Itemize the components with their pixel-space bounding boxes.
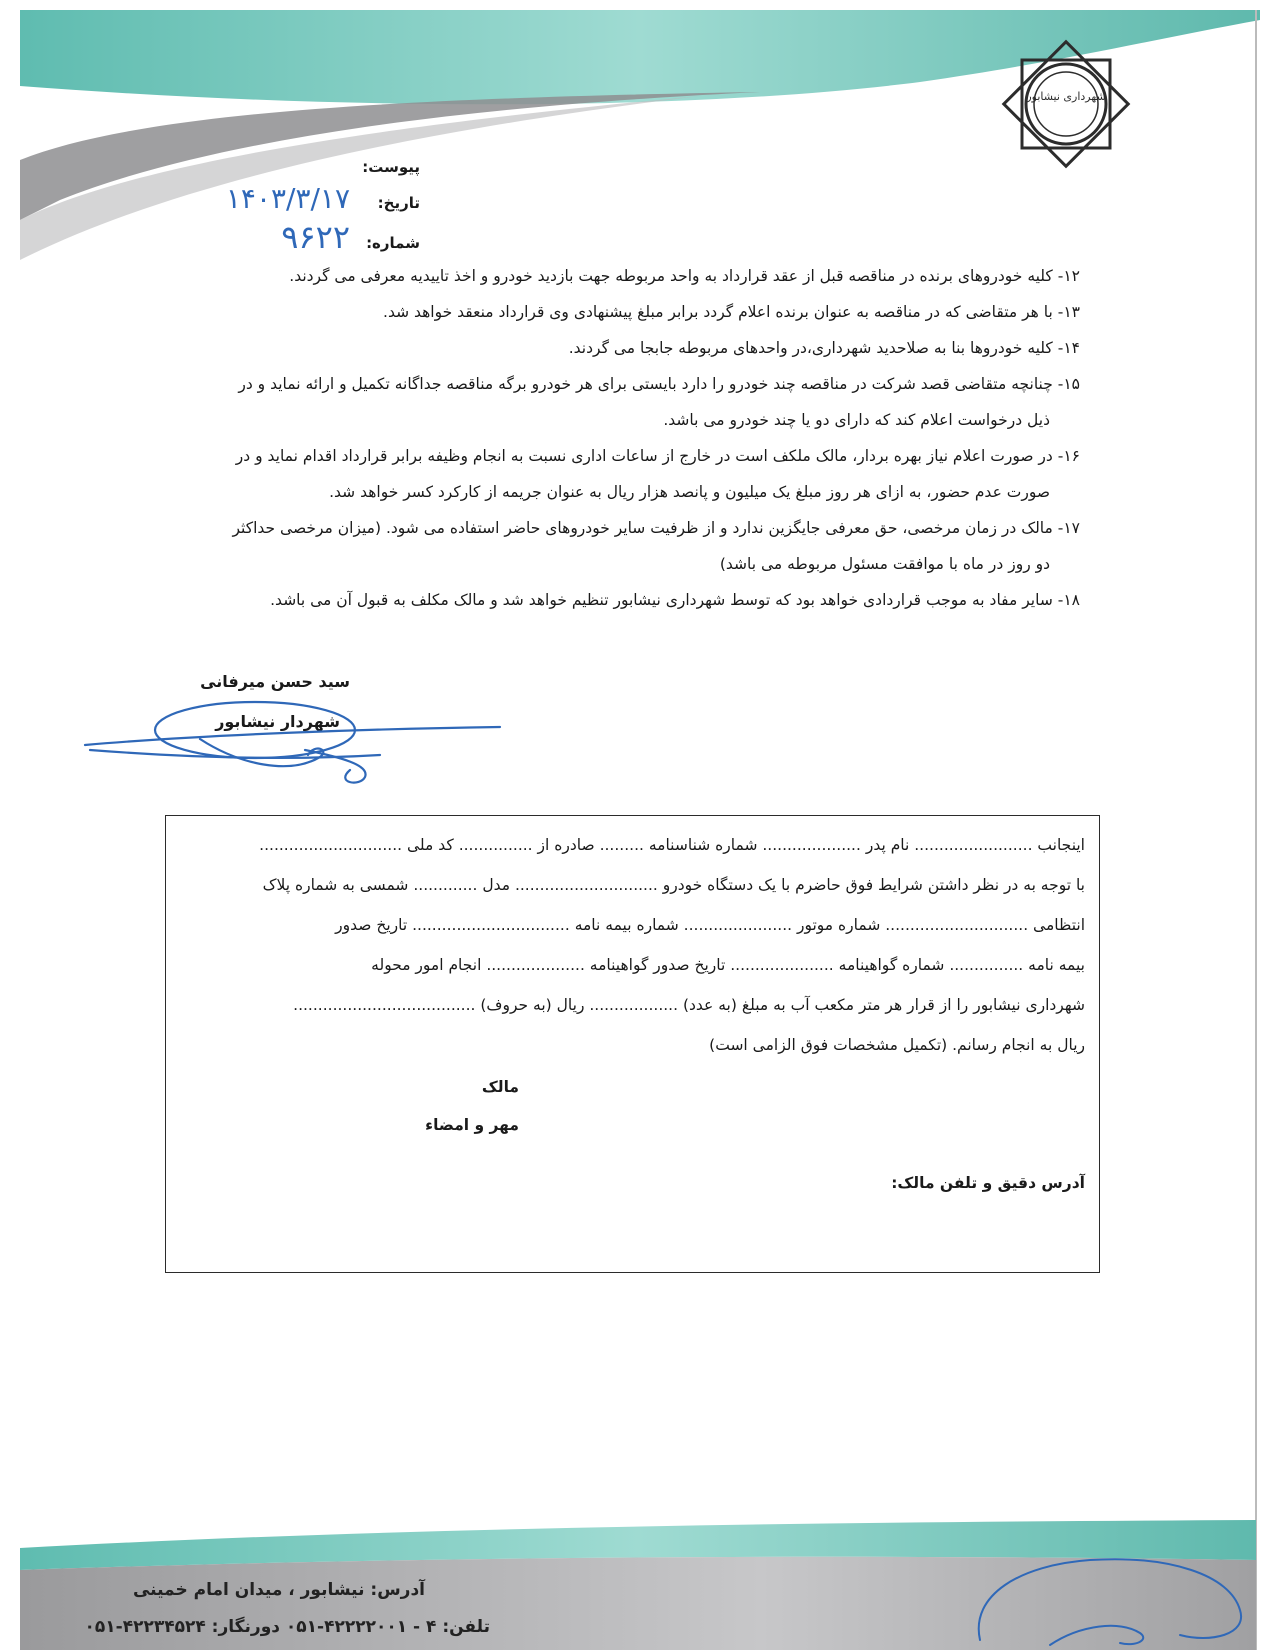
number-label: شماره: <box>366 234 420 252</box>
attachment-label: پیوست: <box>362 158 420 176</box>
clause-line: ۱۳- با هر متقاضی که در مناقصه به عنوان برنده اعلام گردد برابر مبلغ پیشنهادی وی قرارداد منعقد خواهد شد. <box>383 303 1080 321</box>
clause-17 <box>130 510 1080 582</box>
clause-line: ۱۴- کلیه خودروها بنا به صلاحدید شهرداری،در واحدهای مربوطه جابجا می گردند. <box>568 339 1080 357</box>
form-line[interactable]: انتظامی ............................. شماره موتور ...................... شماره بیمه نامه ................................ تاریخ صدور <box>335 916 1085 934</box>
clause-line: ۱۸- سایر مفاد به موجب قراردادی خواهد بود که توسط شهرداری نیشابور تنظیم خواهد شد و مالک مکلف به قبول آن می باشد. <box>270 591 1080 609</box>
clause-line: ۱۶- در صورت اعلام نیاز بهره بردار، مالک ملکف است در خارج از ساعات اداری نسبت به انجام وظیفه برابر قرارداد اقدام نماید و در <box>235 447 1080 465</box>
signatory-name: سید حسن میرفانی <box>200 672 350 691</box>
owner-address-label: آدرس دقیق و تلفن مالک: <box>891 1174 1085 1192</box>
form-line[interactable]: با توجه به در نظر داشتن شرایط فوق حاضرم با یک دستگاه خودرو ............................. مدل ............. شمسی به شماره پلاک <box>262 876 1085 894</box>
clause-line: ۱۷- مالک در زمان مرخصی، حق معرفی جایگزین ندارد و از ظرفیت سایر خودروهای حاضر استفاده می شود. (میزان مرخصی حداکثر <box>232 519 1080 537</box>
clause-line: ۱۵- چنانچه متقاضی قصد شرکت در مناقصه چند خودرو را دارد بایستی برای هر خودرو برگه مناقصه جداگانه تکمیل و ارائه نماید و در <box>238 375 1080 393</box>
clause-12 <box>130 258 1080 294</box>
clause-15 <box>130 366 1080 438</box>
form-line[interactable]: بیمه نامه ............... شماره گواهینامه ..................... تاریخ صدور گواهینامه .................... انجام امور محوله <box>371 956 1085 974</box>
clause-13 <box>130 294 1080 330</box>
clause-line: صورت عدم حضور، به ازای هر روز مبلغ یک میلیون و پانصد هزار ریال به عنوان جریمه از کارکرد کسر خواهد شد. <box>329 483 1050 501</box>
number-value: ۹۶۲۲ <box>281 218 350 256</box>
clause-14 <box>130 330 1080 366</box>
clause-line: دو روز در ماه با موافقت مسئول مربوطه می باشد) <box>719 555 1050 573</box>
date-label: تاریخ: <box>377 194 420 212</box>
seal-signature-label: مهر و امضاء <box>425 1116 519 1134</box>
signatory-title: شهردار نیشابور <box>215 712 340 731</box>
handwritten-scribble-icon <box>960 1525 1260 1650</box>
owner-form <box>165 815 1100 1273</box>
clause-18 <box>130 582 1080 618</box>
clause-line: ۱۲- کلیه خودروهای برنده در مناقصه قبل از عقد قرارداد به واحد مربوطه جهت بازدید خودرو و اخذ تاییدیه معرفی می گردند. <box>289 267 1080 285</box>
municipality-seal-icon <box>1000 38 1132 170</box>
form-line[interactable]: شهرداری نیشابور را از قرار هر متر مکعب آب به مبلغ (به عدد) .................. ریال (به حروف) ..................................... <box>293 996 1085 1014</box>
logo-text: شهرداری نیشابور <box>1026 90 1106 103</box>
conditions-list <box>130 258 1080 618</box>
footer-phone: تلفن: ۴ - ۴۲۲۲۲۰۰۱-۰۵۱ دورنگار: ۴۲۲۳۴۵۲۴-۰۵۱ <box>84 1617 490 1637</box>
form-line[interactable]: اینجانب ........................ نام پدر .................... شماره شناسنامه ......... صادره از ............... کد ملی ............................. <box>259 836 1085 854</box>
handwritten-signature-icon <box>80 695 510 805</box>
form-line: ریال به انجام رسانم. (تکمیل مشخصات فوق الزامی است) <box>709 1036 1085 1054</box>
clause-line: ذیل درخواست اعلام کند که دارای دو یا چند خودرو می باشد. <box>663 411 1050 429</box>
clause-16 <box>130 438 1080 510</box>
footer-address: آدرس: نیشابور ، میدان امام خمینی <box>132 1580 425 1600</box>
date-value: ۱۴۰۳/۳/۱۷ <box>225 182 350 215</box>
owner-label: مالک <box>481 1078 519 1096</box>
